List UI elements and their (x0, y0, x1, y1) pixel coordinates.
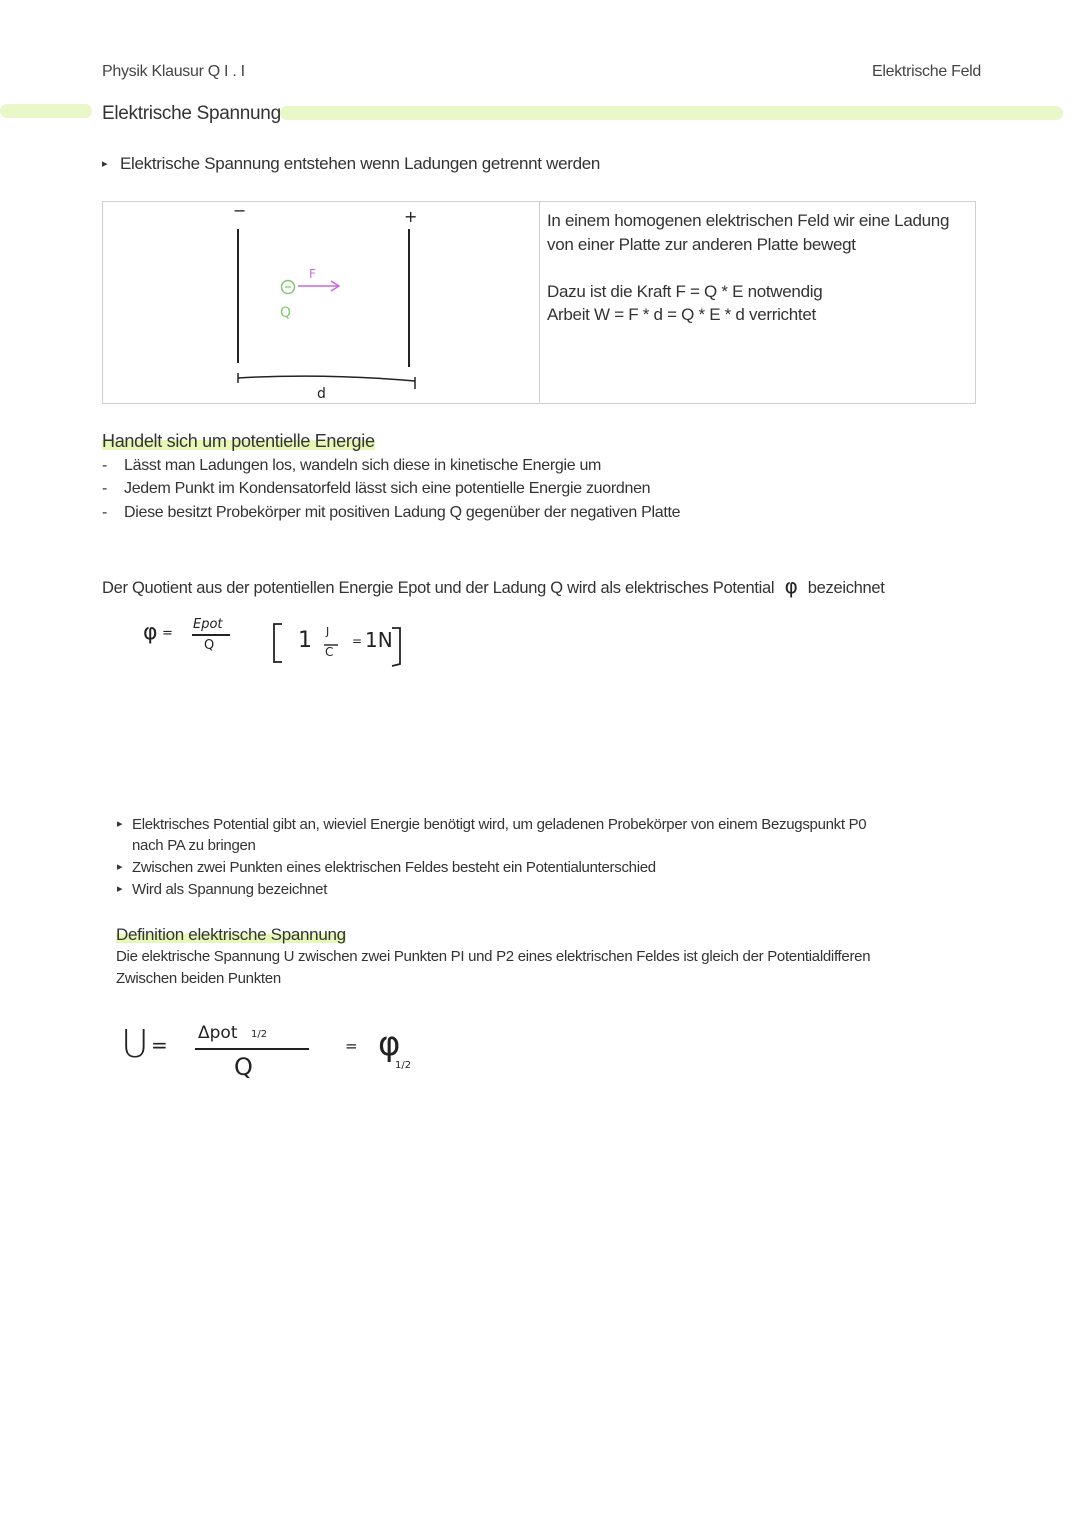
bullet-icon: ▸ (102, 158, 108, 170)
formula1-eq: = (162, 626, 173, 641)
formula2-numerator-sub: 1/2 (251, 1029, 268, 1040)
phi-symbol: φ (784, 574, 798, 598)
header-left: Physik Klausur Q I . I (102, 63, 245, 80)
charge-label: Q (280, 305, 292, 321)
title-highlight-left (0, 104, 92, 118)
formula2-numerator: Δpot (198, 1023, 238, 1043)
list-item: ▸ Elektrisches Potential gibt an, wieviel Energie benötigt wird, um geladenen Probekörper von einem Bezugspunkt P0 (117, 816, 867, 833)
formula2-rhs: φ (378, 1024, 401, 1064)
quotient-sentence: Der Quotient aus der potentiellen Energie Epot und der Ladung Q wird als elektrisches Potential φ bezeichnet (102, 574, 885, 598)
formula1-denominator: Q (204, 638, 215, 653)
list-item-continuation: nach PA zu bringen (132, 837, 256, 854)
bullet-icon: ▸ (117, 883, 123, 895)
definition-title: Definition elektrische Spannung (116, 925, 346, 944)
list-item: - Diese besitzt Probekörper mit positiven Ladung Q gegenüber der negativen Platte (102, 504, 681, 521)
formula2-eq2: = (345, 1037, 358, 1055)
unit-result: 1N (365, 628, 393, 652)
formula2-rhs-sub: 1/2 (395, 1060, 412, 1071)
title-highlight-right (280, 106, 1063, 120)
list-item: ▸ Wird als Spannung bezeichnet (117, 881, 328, 898)
formula2-eq: = (151, 1033, 168, 1057)
box-text-line2: von einer Platte zur anderen Platte bewegt (547, 235, 856, 254)
header-right: Elektrische Feld (872, 63, 982, 80)
box-text-line4: Arbeit W = F * d = Q * E * d verrichtet (547, 305, 816, 324)
formula1-fraction-bar (192, 634, 230, 636)
section-title: Elektrische Spannung (102, 103, 281, 124)
box-divider (539, 201, 540, 404)
box-text-line1: In einem homogenen elektrischen Feld wir eine Ladung (547, 211, 950, 230)
force-label: F (309, 267, 316, 281)
distance-label: d (317, 386, 326, 402)
unit-one: 1 (298, 628, 312, 653)
minus-label: − (233, 201, 247, 220)
list-item: - Jedem Punkt im Kondensatorfeld lässt sich eine potentielle Energie zuordnen (102, 480, 651, 497)
definition-line2: Zwischen beiden Punkten (116, 970, 281, 987)
capacitor-diagram (102, 201, 539, 404)
formula2-lhs: U (121, 1022, 149, 1066)
potential-energy-title: Handelt sich um potentielle Energie (102, 431, 375, 451)
formula2-denominator: Q (234, 1053, 253, 1081)
formula2-fraction-bar (195, 1048, 309, 1050)
bullet-icon: ▸ (117, 861, 123, 873)
bullet-icon: ▸ (117, 818, 123, 830)
list-item: ▸ Zwischen zwei Punkten eines elektrischen Feldes besteht ein Potentialunterschied (117, 859, 656, 876)
definition-line1: Die elektrische Spannung U zwischen zwei Punkten PI und P2 eines elektrischen Feldes ist gleich der Potentialdifferen (116, 948, 871, 965)
unit-eq: = (352, 634, 363, 648)
unit-denominator: C (325, 645, 334, 659)
intro-bullet (102, 154, 600, 174)
box-text-line3: Dazu ist die Kraft F = Q * E notwendig (547, 282, 823, 301)
list-item: - Lässt man Ladungen los, wandeln sich diese in kinetische Energie um (102, 457, 602, 474)
unit-numerator: J (326, 625, 330, 638)
plus-label: + (404, 207, 418, 226)
intro-bullet-text: Elektrische Spannung entstehen wenn Ladungen getrennt werden (120, 154, 601, 173)
distance-line (238, 376, 415, 381)
formula1-lhs: φ (143, 620, 158, 645)
formula1-numerator: Epot (193, 617, 223, 632)
